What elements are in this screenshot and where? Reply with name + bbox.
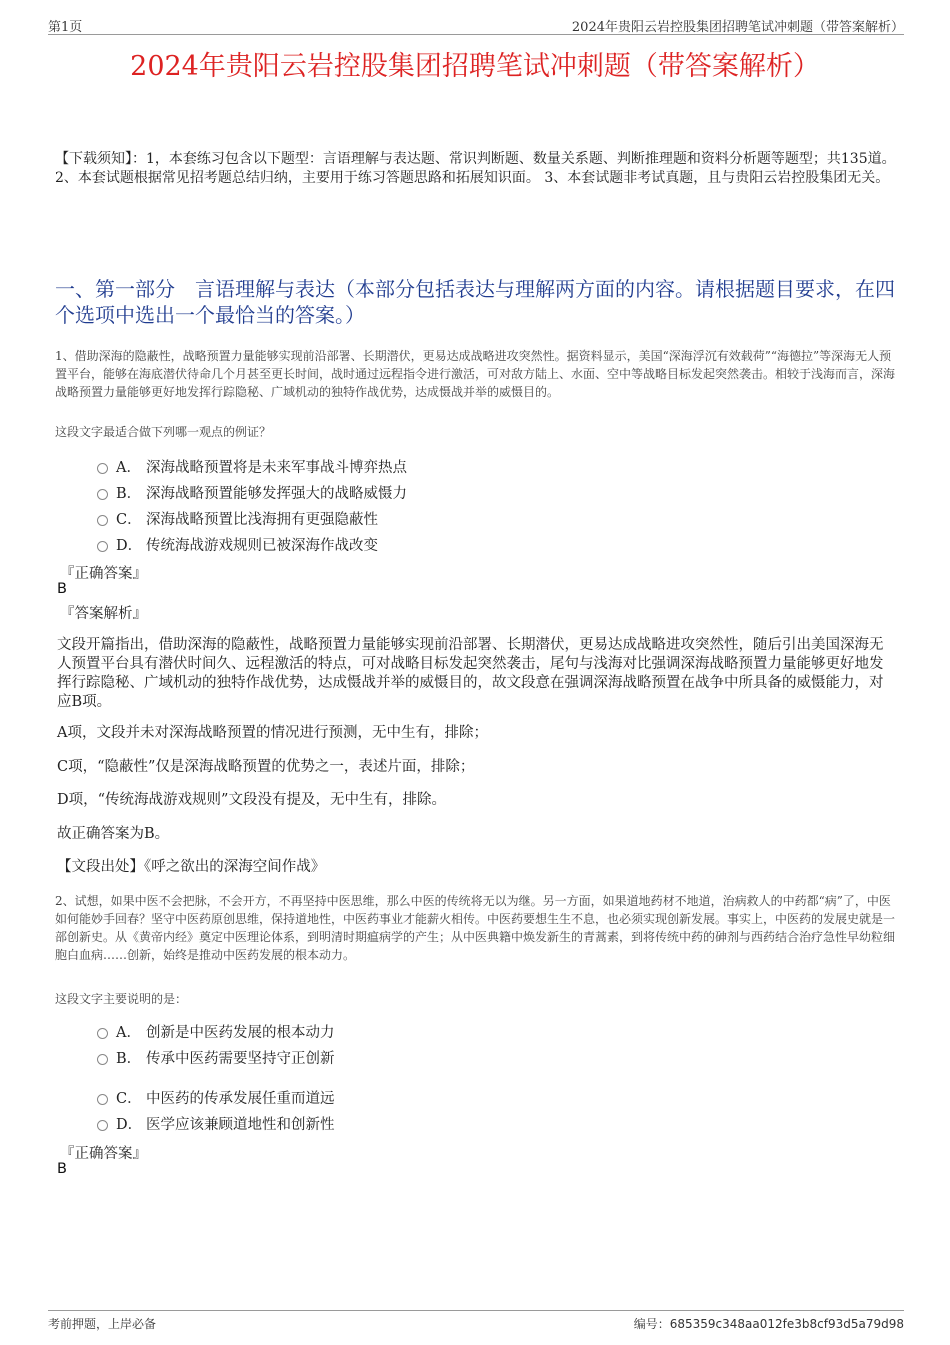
footer-code-value: 685359c348aa012fe3b8cf93d5a79d98	[669, 1317, 904, 1331]
question-1-option-d[interactable]: D． 传统海战游戏规则已被深海作战改变	[97, 534, 378, 554]
question-1-answer: B	[57, 581, 67, 597]
question-1-analysis-a: A项，文段并未对深海战略预置的情况进行预测，无中生有，排除；	[57, 725, 488, 741]
question-2-option-b[interactable]: B． 传承中医药需要坚持守正创新	[97, 1047, 335, 1067]
page-number: 第1页	[48, 20, 83, 35]
footer-slogan: 考前押题，上岸必备	[48, 1317, 157, 1331]
question-1-source: 【文段出处】《呼之欲出的深海空间作战》	[57, 859, 326, 875]
question-2-text: 2、试想，如果中医不会把脉，不会开方，不再坚持中医思维，那么中医的传统将无以为继。另一方面，如果道地药材不地道，治病救人的中药都“病”了，中医如何能妙手回春？坚守中医药原创思维，保持道地性，中医药事业才能薪火相传。中医药要想生生不息，也必须实现创新发展。事实上，中医药的发展史就是一部创新史。从《黄帝内经》奠定中医理论体系，到明清时期瘟病学的产生；从中医典籍中焕发新生的青蒿素，到将传统中药的砷剂与西药结合治疗急性早幼粒细胞白血病……创新，始终是推动中医药发展的根本动力。	[55, 894, 896, 962]
question-1-option-b[interactable]: B． 深海战略预置能够发挥强大的战略威慑力	[97, 482, 407, 502]
question-2-option-a[interactable]: A． 创新是中医药发展的根本动力	[97, 1021, 335, 1041]
radio-icon[interactable]	[97, 515, 108, 526]
question-1-analysis-label: 『答案解析』	[60, 606, 147, 622]
page-footer	[48, 1310, 904, 1331]
document-title: 2024年贵阳云岩控股集团招聘笔试冲刺题（带答案解析）	[130, 51, 820, 82]
page-header	[48, 14, 904, 35]
radio-icon[interactable]	[97, 1054, 108, 1065]
question-1-option-c[interactable]: C． 深海战略预置比浅海拥有更强隐蔽性	[97, 508, 378, 528]
question-2-prompt: 这段文字主要说明的是：	[55, 992, 188, 1006]
section-heading: 一、第一部分 言语理解与表达（本部分包括表达与理解两方面的内容。请根据题目要求，在四个选项中选出一个最恰当的答案。）	[55, 277, 895, 327]
radio-icon[interactable]	[97, 1028, 108, 1039]
question-2-answer-label: 『正确答案』	[60, 1146, 147, 1162]
footer-code-label: 编号：	[633, 1317, 670, 1331]
radio-icon[interactable]	[97, 463, 108, 474]
question-1-analysis-c: C项，“隐蔽性”仅是深海战略预置的优势之一，表述片面，排除；	[57, 759, 475, 775]
radio-icon[interactable]	[97, 1094, 108, 1105]
header-doc-title: 2024年贵阳云岩控股集团招聘笔试冲刺题（带答案解析）	[571, 20, 904, 35]
question-1-analysis-d: D项，“传统海战游戏规则”文段没有提及，无中生有，排除。	[57, 792, 446, 808]
question-1-option-a[interactable]: A． 深海战略预置将是未来军事战斗博弈热点	[97, 456, 407, 476]
radio-icon[interactable]	[97, 489, 108, 500]
question-1-prompt: 这段文字最适合做下列哪一观点的例证？	[55, 425, 272, 439]
question-1-conclusion: 故正确答案为B。	[57, 826, 170, 842]
download-notice: 【下载须知】：1，本套练习包含以下题型：言语理解与表达题、常识判断题、数量关系题、判断推理题和资料分析题等题型；共135道。 2、本套试题根据常见招考题总结归纳，主要用于练习答题思路和拓展知识面。 3、本套试题非考试真题，且与贵阳云岩控股集团无关。	[55, 151, 896, 186]
radio-icon[interactable]	[97, 1120, 108, 1131]
question-1-text: 1、借助深海的隐蔽性，战略预置力量能够实现前沿部署、长期潜伏，更易达成战略进攻突然性。据资料显示，美国“深海浮沉有效载荷”“海德拉”等深海无人预置平台，能够在海底潜伏待命几个月甚至更长时间，战时通过远程指令进行激活，可对敌方陆上、水面、空中等战略目标发起突然袭击。相较于浅海而言，深海战略预置力量能够更好地发挥行踪隐秘、广域机动的独特作战优势，达成慑战并举的威慑目的。	[55, 349, 896, 399]
question-1-analysis-main: 文段开篇指出，借助深海的隐蔽性，战略预置力量能够实现前沿部署、长期潜伏，更易达成战略进攻突然性，随后引出美国深海无人预置平台具有潜伏时间久、远程激活的特点，可对战略目标发起突然袭击，尾句与浅海对比强调深海战略预置力量能够更好地发挥行踪隐秘、广域机动的独特作战优势，达成慑战并举的威慑目的，故文段意在强调深海战略预置在战争中所具备的威慑能力，对应B项。	[57, 637, 884, 710]
question-2-option-d[interactable]: D． 医学应该兼顾道地性和创新性	[97, 1113, 335, 1133]
question-2-option-c[interactable]: C． 中医药的传承发展任重而道远	[97, 1087, 335, 1107]
question-1-answer-label: 『正确答案』	[60, 566, 147, 582]
footer-code	[634, 1315, 904, 1332]
radio-icon[interactable]	[97, 541, 108, 552]
question-2-answer: B	[57, 1161, 67, 1177]
